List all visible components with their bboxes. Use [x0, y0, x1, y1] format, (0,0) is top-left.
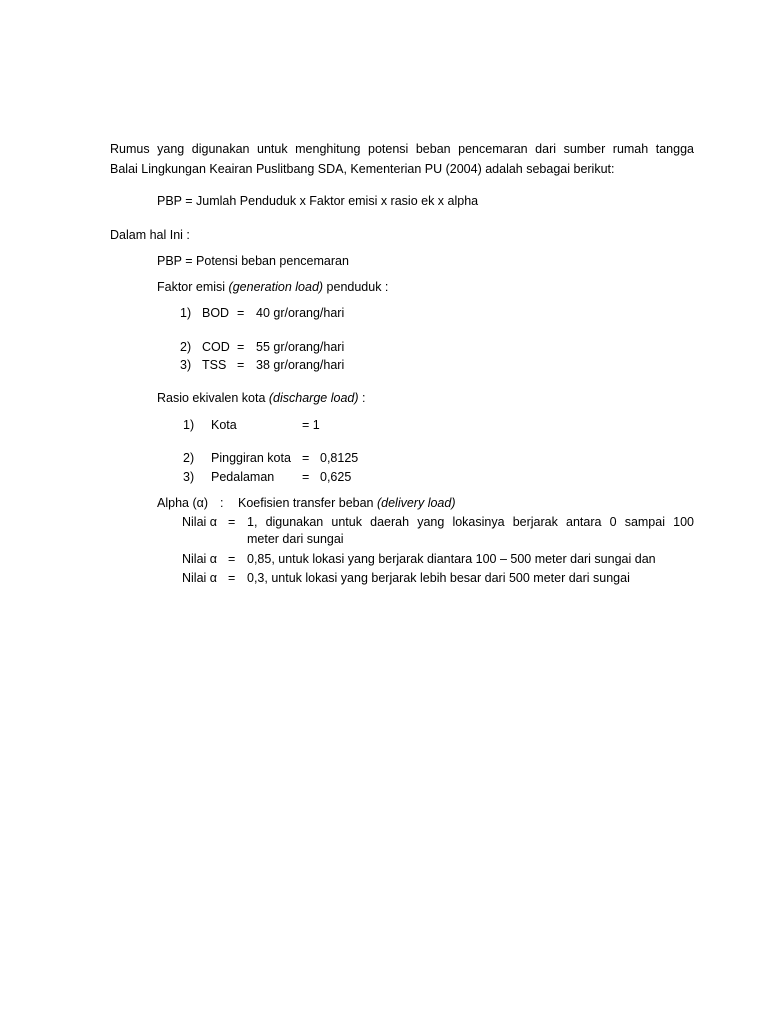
pbp-definition: PBP = Potensi beban pencemaran [157, 254, 349, 268]
faktor-emisi-prefix: Faktor emisi [157, 280, 229, 294]
item-equals: = [237, 340, 245, 354]
alpha-description [238, 495, 456, 511]
rasio-suffix: : [358, 391, 366, 405]
item-value: 38 gr/orang/hari [256, 358, 345, 372]
item-value: 0,8125 [320, 451, 359, 465]
alpha-label: Alpha (α) [157, 496, 208, 510]
alpha-colon: : [220, 496, 224, 510]
alpha-value-text: 1, digunakan untuk daerah yang lokasinya berjarak antara 0 sampai 100 [247, 515, 694, 529]
rasio-heading [157, 390, 365, 406]
item-value: 0,625 [320, 470, 352, 484]
item-equals: = [302, 451, 310, 465]
faktor-emisi-italic: (generation load) [228, 280, 324, 294]
item-value: 55 gr/orang/hari [256, 340, 345, 354]
faktor-emisi-suffix: penduduk : [323, 280, 389, 294]
alpha-desc-prefix: Koefisien transfer beban [238, 496, 377, 510]
item-equals: = [237, 358, 245, 372]
item-number: 2) [180, 340, 192, 354]
item-number: 3) [180, 358, 192, 372]
item-name: Kota [211, 418, 237, 432]
alpha-value-label: Nilai α [182, 515, 218, 529]
alpha-value-equals: = [228, 552, 236, 566]
item-equals: = 1 [302, 418, 320, 432]
alpha-value-text: 0,85, untuk lokasi yang berjarak diantara 100 – 500 meter dari sungai dan [247, 552, 656, 566]
alpha-value-text-cont: meter dari sungai [247, 532, 344, 546]
dalam-hal-ini-heading: Dalam hal Ini : [110, 228, 190, 242]
item-name: COD [202, 340, 230, 354]
item-number: 1) [180, 306, 192, 320]
item-value: 40 gr/orang/hari [256, 306, 345, 320]
item-name: Pedalaman [211, 470, 275, 484]
alpha-value-label: Nilai α [182, 552, 218, 566]
alpha-value-equals: = [228, 571, 236, 585]
item-name: Pinggiran kota [211, 451, 291, 465]
faktor-emisi-heading [157, 279, 388, 295]
alpha-value-label: Nilai α [182, 571, 218, 585]
item-number: 2) [183, 451, 195, 465]
item-equals: = [237, 306, 245, 320]
alpha-desc-italic: (delivery load) [376, 496, 456, 510]
alpha-value-text: 0,3, untuk lokasi yang berjarak lebih besar dari 500 meter dari sungai [247, 571, 630, 585]
item-number: 3) [183, 470, 195, 484]
rasio-prefix: Rasio ekivalen kota [157, 391, 269, 405]
rasio-italic: (discharge load) [268, 391, 359, 405]
alpha-value-equals: = [228, 515, 236, 529]
item-number: 1) [183, 418, 195, 432]
item-equals: = [302, 470, 310, 484]
item-name: TSS [202, 358, 227, 372]
intro-line-1: Rumus yang digunakan untuk menghitung potensi beban pencemaran dari sumber rumah tangga [110, 142, 694, 156]
item-name: BOD [202, 306, 230, 320]
formula: PBP = Jumlah Penduduk x Faktor emisi x rasio ek x alpha [157, 194, 479, 208]
intro-line-2: Balai Lingkungan Keairan Puslitbang SDA, Kementerian PU (2004) adalah sebagai berikut: [110, 162, 615, 176]
